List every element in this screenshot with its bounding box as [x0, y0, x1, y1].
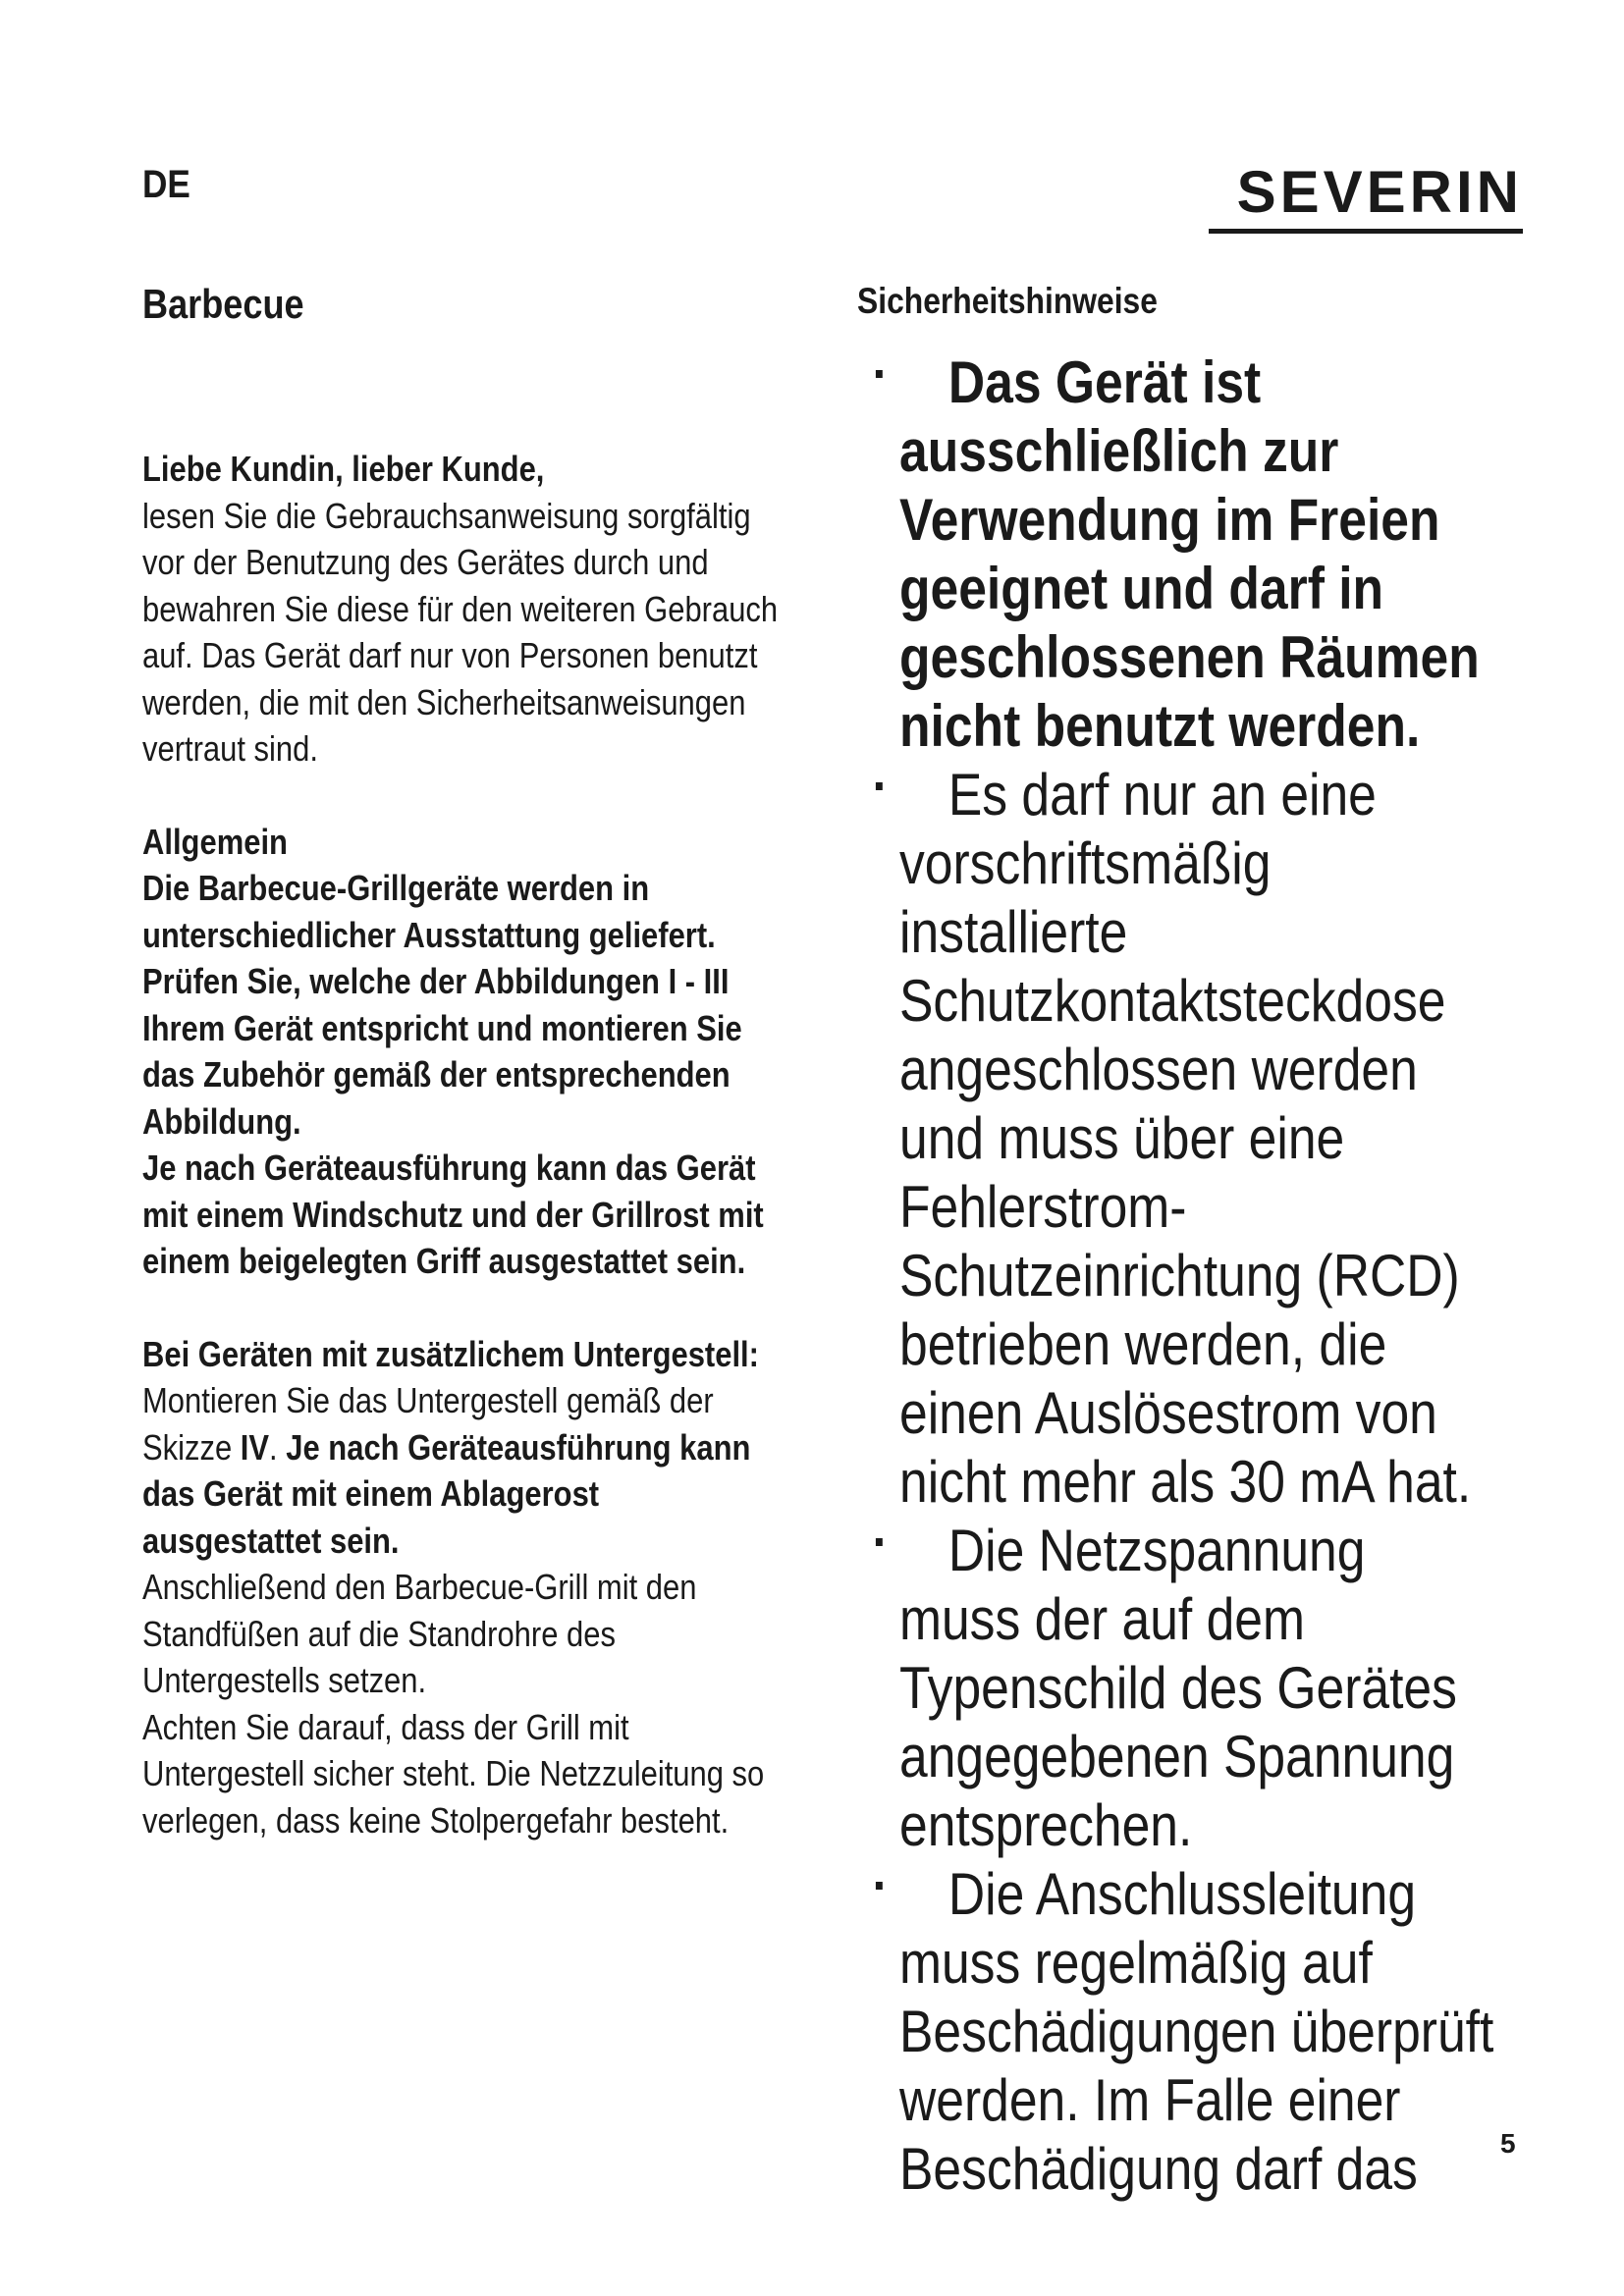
brand-logo: [1209, 159, 1523, 234]
brand-name: SEVERIN: [1236, 159, 1523, 225]
language-label: DE: [142, 163, 190, 206]
page-number: 5: [1500, 2128, 1516, 2159]
general-paragraph-2: Je nach Geräteausführung kann das Gerät mit einem Windschutz und der Grillrost mit einem beigelegten Griff ausgestattet sein.: [142, 1148, 764, 1282]
safety-item: [857, 1517, 1499, 1860]
right-column: [857, 283, 1499, 2204]
general-heading: Allgemein: [142, 821, 288, 862]
safety-item: [857, 1860, 1499, 2204]
intro-paragraph: lesen Sie die Gebrauchsanweisung sorgfältig vor der Benutzung des Gerätes durch und bewahren Sie diese für den weiteren Gebrauch auf. Das Gerät darf nur von Personen benutzt werden, die mit den Sicherheitsanweisungen vertraut sind.: [142, 495, 779, 770]
stand-text-a: Montieren Sie das Untergestell gemäß der Skizze: [142, 1380, 714, 1468]
safety-item-text: Es darf nur an eine vorschriftsmäßig installierte Schutzkontaktsteckdose angeschlossen werden und muss über eine Fehlerstrom-Schutzeinrichtung (RCD) betrieben werden, die einen Auslösestrom von nicht mehr als 30 mA hat.: [899, 762, 1472, 1515]
greeting: Liebe Kundin, lieber Kunde,: [142, 449, 545, 490]
left-column: [142, 281, 785, 1843]
bullet-icon: [876, 1882, 883, 1890]
bullet-icon: [876, 1538, 883, 1546]
stand-paragraph-2: Anschließend den Barbecue-Grill mit den Standfüßen auf die Standrohre des Untergestells setzen.: [142, 1567, 697, 1701]
bullet-icon: [876, 782, 883, 790]
safety-item-text: Das Gerät ist ausschließlich zur Verwendung im Freien geeignet und darf in geschlossenen Räumen nicht benutzt werden.: [899, 349, 1480, 759]
stand-heading: Bei Geräten mit zusätzlichem Untergestell:: [142, 1333, 759, 1374]
stand-paragraph-3: Achten Sie darauf, dass der Grill mit Untergestell sicher steht. Die Netzzuleitung so verlegen, dass keine Stolpergefahr besteht.: [142, 1706, 765, 1841]
bullet-icon: [876, 370, 883, 378]
brand-underline: [1209, 229, 1523, 234]
page-title: Barbecue: [142, 281, 304, 327]
safety-item-text: Die Netzspannung muss der auf dem Typenschild des Gerätes angegebenen Spannung entsprechen.: [899, 1518, 1457, 1858]
general-paragraph-1: Die Barbecue-Grillgeräte werden in unterschiedlicher Ausstattung geliefert. Prüfen Sie, welche der Abbildungen I - III Ihrem Gerät entspricht und montieren Sie das Zubehör gemäß der entsprechenden Abbildung.: [142, 868, 742, 1142]
stand-text-b: Je nach Geräteausführung kann das Gerät mit einem Ablagerost ausgestattet sein.: [142, 1426, 751, 1561]
stand-paragraph-1: [142, 1377, 785, 1564]
safety-item-text: Die Anschlussleitung muss regelmäßig auf Beschädigungen überprüft werden. Im Falle einer Beschädigung darf das: [899, 1861, 1494, 2202]
safety-item: [857, 348, 1499, 761]
stand-text-dot: .: [269, 1426, 278, 1468]
figure-reference: IV: [240, 1426, 270, 1468]
safety-heading: Sicherheitshinweise: [857, 281, 1158, 321]
safety-item: [857, 761, 1499, 1517]
